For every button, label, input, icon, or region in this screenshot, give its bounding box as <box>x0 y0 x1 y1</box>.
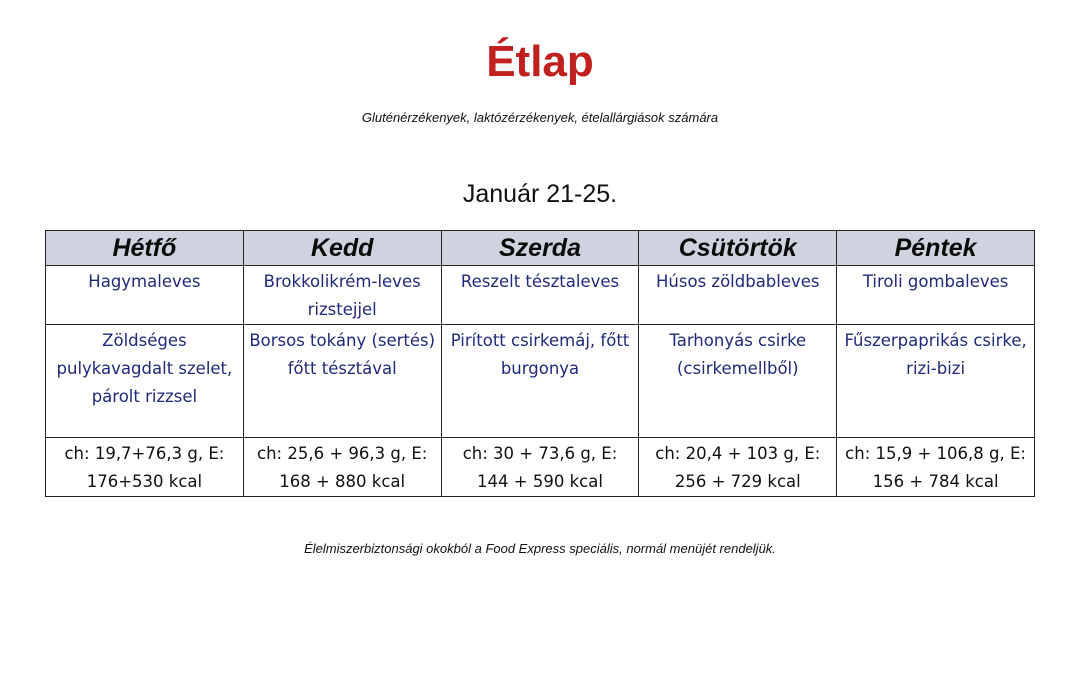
main-course-row <box>46 325 1035 438</box>
nutrition-cell: ch: 25,6 + 96,3 g, E: 168 + 880 kcal <box>243 438 441 497</box>
nutrition-cell: ch: 15,9 + 106,8 g, E: 156 + 784 kcal <box>837 438 1035 497</box>
soup-row <box>46 266 1035 325</box>
main-course-cell: Zöldséges pulykavagdalt szelet, párolt rizzsel <box>46 325 244 438</box>
day-header-pentek: Péntek <box>837 231 1035 266</box>
soup-cell: Húsos zöldbableves <box>639 266 837 325</box>
day-header-szerda: Szerda <box>441 231 639 266</box>
nutrition-cell: ch: 19,7+76,3 g, E: 176+530 kcal <box>46 438 244 497</box>
nutrition-cell: ch: 20,4 + 103 g, E: 256 + 729 kcal <box>639 438 837 497</box>
nutrition-cell: ch: 30 + 73,6 g, E: 144 + 590 kcal <box>441 438 639 497</box>
menu-date: Január 21-25. <box>462 180 618 208</box>
nutrition-row <box>46 438 1035 497</box>
main-course-cell: Borsos tokány (sertés) főtt tésztával <box>243 325 441 438</box>
page-subtitle: Gluténérzékenyek, laktózérzékenyek, ételallárgiások számára <box>361 110 719 125</box>
day-header-kedd: Kedd <box>243 231 441 266</box>
page-title: Étlap <box>486 37 594 86</box>
soup-cell: Hagymaleves <box>46 266 244 325</box>
footer-note: Élelmiszerbiztonsági okokból a Food Express speciális, normál menüjét rendeljük. <box>304 541 776 556</box>
soup-cell: Reszelt tésztaleves <box>441 266 639 325</box>
day-header-hetfo: Hétfő <box>46 231 244 266</box>
main-course-cell: Fűszerpaprikás csirke, rizi-bizi <box>837 325 1035 438</box>
soup-cell: Brokkolikrém-leves rizstejjel <box>243 266 441 325</box>
main-course-cell: Tarhonyás csirke (csirkemellből) <box>639 325 837 438</box>
menu-table <box>45 230 1035 497</box>
main-course-cell: Pirított csirkemáj, főtt burgonya <box>441 325 639 438</box>
soup-cell: Tiroli gombaleves <box>837 266 1035 325</box>
day-header-row <box>46 231 1035 266</box>
day-header-csutortok: Csütörtök <box>639 231 837 266</box>
